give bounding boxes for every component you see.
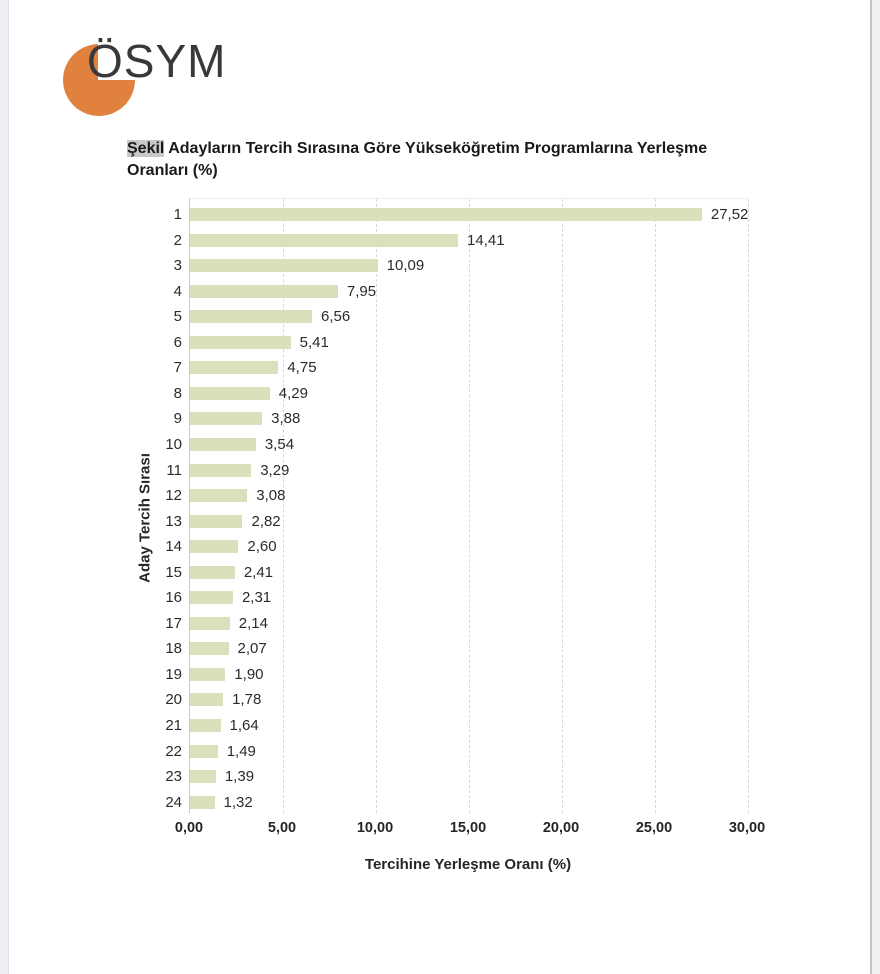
category-label: 17 [165,614,182,632]
bar-row [165,585,272,611]
bar-row [165,661,264,687]
category-label: 12 [165,487,182,505]
category-label: 7 [173,359,182,377]
x-axis-title: Tercihine Yerleşme Oranı (%) [364,856,572,873]
bar-row [165,559,274,585]
bar [190,617,230,630]
value-label: 3,54 [264,435,295,453]
value-label: 3,88 [271,410,301,428]
bar-row [165,610,268,636]
bar [190,361,278,374]
value-label: 1,49 [226,742,256,760]
value-label: 1,39 [224,768,255,786]
category-label: 23 [165,768,182,786]
gridline [562,199,563,813]
bar [190,285,338,298]
x-tick-label: 10,00 [356,820,394,836]
osym-logo-text: ÖSYM [87,35,227,87]
bar-row [165,789,253,815]
value-label: 1,90 [234,665,264,683]
bar [190,515,242,528]
category-label: 21 [165,717,182,734]
category-label: 8 [173,384,182,402]
bar [190,387,270,400]
bar-row [173,304,351,330]
value-label: 2,60 [247,538,277,556]
bar [190,591,233,604]
bar [190,642,229,655]
page-left-edge [0,0,9,974]
bar-row [173,278,377,304]
value-label: 2,82 [251,512,281,530]
bar-row [165,713,259,739]
bar [190,668,225,681]
bar-row [173,253,425,279]
figure-caption [127,138,767,182]
category-label: 11 [166,461,182,479]
value-label: 2,41 [243,563,274,581]
bar [190,208,702,221]
bar-row [165,636,267,662]
bar [190,693,223,706]
bar [190,566,235,579]
category-label: 22 [165,742,182,760]
x-axis-ticks [174,820,766,840]
bar [190,770,216,783]
chart-plot [165,198,749,813]
category-label: 19 [165,665,182,683]
value-label: 2,14 [238,614,268,632]
bar [190,540,238,553]
category-label: 1 [173,206,182,223]
value-label: 4,29 [278,384,308,402]
category-label: 4 [173,282,182,300]
bar-row [173,202,749,228]
category-label: 13 [165,512,182,530]
category-label: 2 [173,231,182,249]
bar-row [173,329,329,355]
value-label: 1,64 [229,717,259,734]
gridline [655,199,656,813]
gridline [376,199,377,813]
bar [190,745,218,758]
category-label: 9 [173,410,182,428]
x-tick-label: 25,00 [635,820,673,836]
value-label: 14,41 [467,231,505,249]
bar [190,259,378,272]
x-tick-label: 5,00 [267,820,297,836]
value-label: 1,32 [223,793,253,811]
bar-row [165,738,256,764]
bar [190,719,221,732]
x-tick-label: 20,00 [542,820,580,836]
category-label: 3 [173,257,182,275]
bar-row [173,406,301,432]
category-label: 24 [165,793,182,811]
value-label: 1,78 [232,691,262,709]
x-tick-label: 30,00 [728,820,766,836]
value-label: 7,95 [346,282,377,300]
category-label: 18 [165,640,182,658]
bar [190,310,312,323]
category-label: 6 [173,333,182,351]
category-label: 14 [165,538,182,556]
y-axis-title: Aday Tercih Sırası [136,453,154,583]
gridline [469,199,470,813]
x-tick-label: 0,00 [174,820,204,836]
category-label: 16 [165,589,182,607]
bar-row [173,227,505,253]
bar [190,336,291,349]
value-label: 3,29 [260,461,290,479]
bar [190,412,262,425]
bar-row [165,508,281,534]
bar-row [165,534,277,560]
bar-row [173,355,317,381]
bar-row [166,457,290,483]
gridline [748,199,749,813]
bar [190,438,256,451]
category-label: 15 [165,563,182,581]
page-right-edge [870,0,880,974]
bar-row [165,764,255,790]
bar-row [173,380,308,406]
value-label: 5,41 [299,333,329,351]
category-label: 5 [173,308,182,326]
value-label: 2,07 [237,640,267,658]
value-label: 6,56 [321,308,351,326]
value-label: 10,09 [386,257,425,275]
bar-row [165,687,262,713]
value-label: 4,75 [287,359,317,377]
figure-caption-text: Adayların Tercih Sırasına Göre Yükseköğretim Programlarına Yerleşme Oranları (%) [127,140,708,179]
x-tick-label: 15,00 [449,820,487,836]
figure-caption-highlight: Şekil [127,140,165,157]
value-label: 2,31 [241,589,272,607]
osym-logo [60,32,400,122]
category-label: 10 [165,435,182,453]
value-label: 27,52 [710,206,749,223]
bar [190,234,458,247]
bar-row [165,431,295,457]
bar [190,796,215,809]
category-label: 20 [165,691,182,709]
bar [190,464,251,477]
bar-row [165,483,286,509]
value-label: 3,08 [256,487,286,505]
bar [190,489,247,502]
